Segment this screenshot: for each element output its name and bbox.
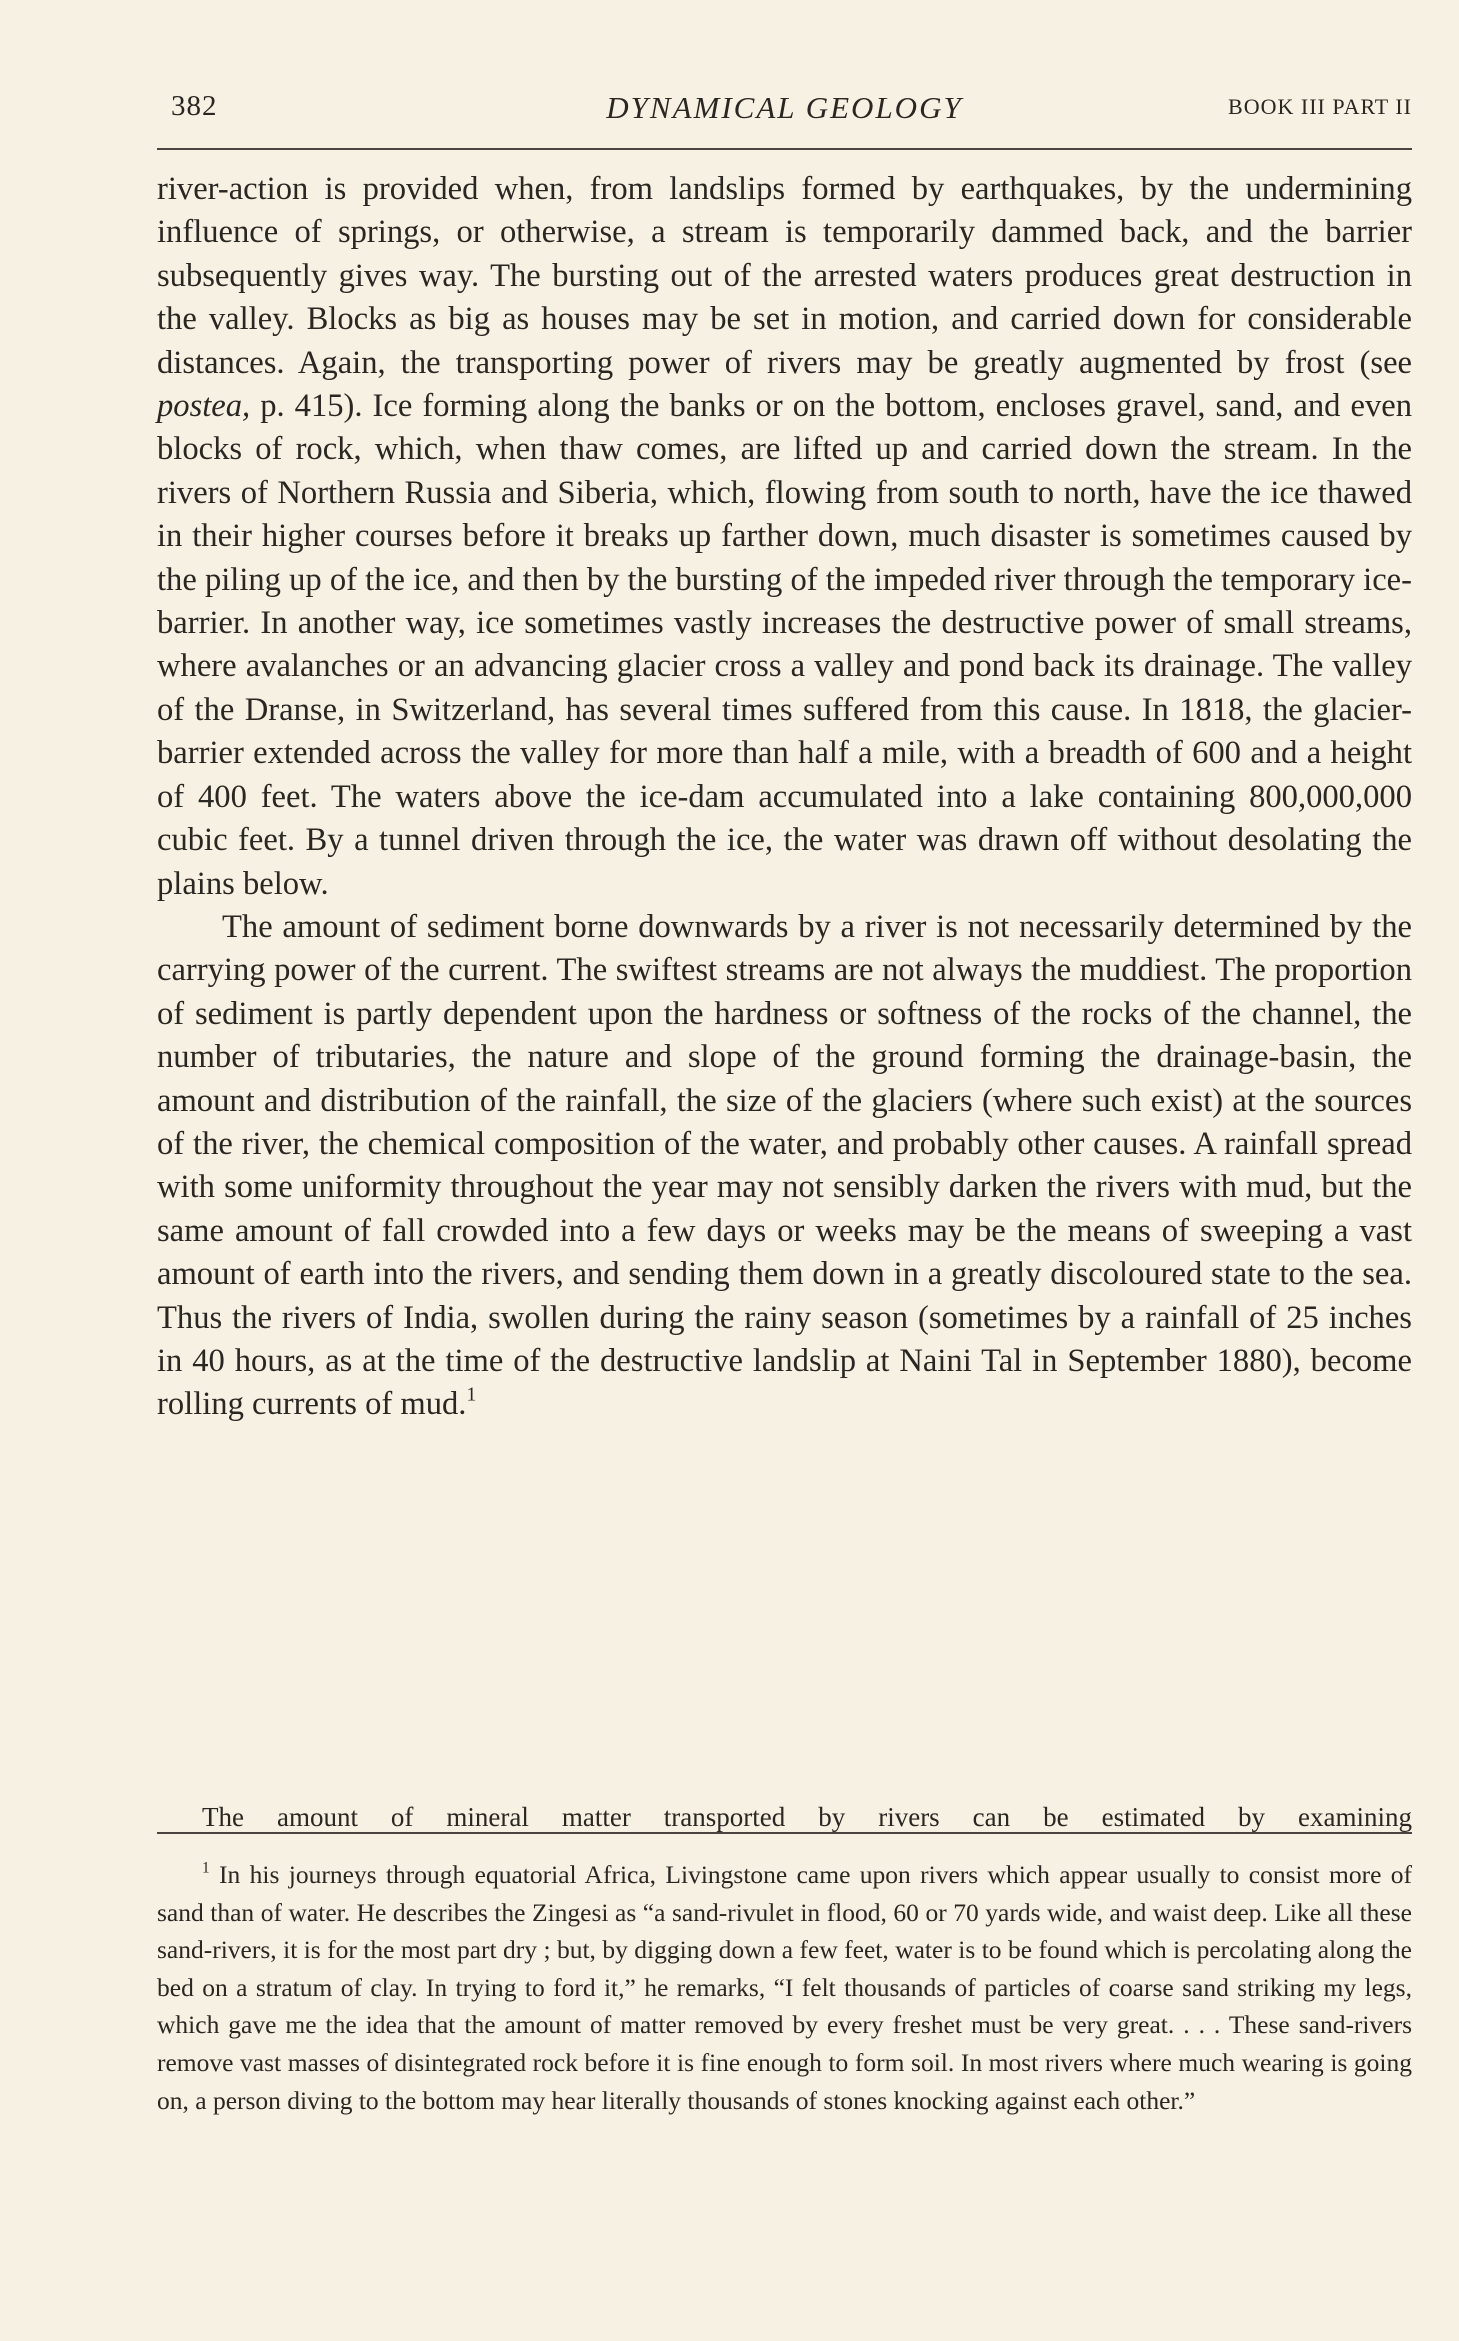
main-text (157, 168, 1412, 1427)
running-title: DYNAMICAL GEOLOGY (606, 90, 963, 125)
small-paragraph: The amount of mineral matter transported by rivers can be estimated by examining (202, 1802, 1412, 1832)
footnote-reference: 1 (466, 1384, 477, 1406)
page-number: 382 (171, 90, 218, 122)
paragraph-1-text-b: p. 415). Ice forming along the banks or on the bottom, encloses gravel, sand, and even blocks of rock, which, when thaw comes, are lifted up and carried down the stream. In the rivers of Northern Russia and Siberia, which, flowing from south to north, have the ice thawed in their higher courses before it breaks up farther down, much disaster is sometimes caused by the piling up of the ice, and then by the bursting of the impeded river through the temporary ice-barrier. In another way, ice sometimes vastly increases the destructive power of small streams, where avalanches or an advancing glacier cross a valley and pond back its drainage. The valley of the Dranse, in Switzerland, has several times suffered from this cause. In 1818, the glacier-barrier extended across the valley for more than half a mile, with a breadth of 600 and a height of 400 feet. The waters above the ice-dam accumulated into a lake containing 800,000,000 cubic feet. By a tunnel driven through the ice, the water was drawn off without desolating the plains below. (157, 388, 1412, 902)
running-header (157, 90, 1412, 132)
footnote (157, 1856, 1412, 2119)
paragraph-1 (157, 168, 1412, 906)
paragraph-2-text: The amount of sediment borne downwards by a river is not necessarily determined by the carrying power of the current. The swiftest streams are not always the muddiest. The proportion of sediment is partly dependent upon the hardness or softness of the rocks of the channel, the number of tributaries, the nature and slope of the ground forming the drainage-basin, the amount and distribution of the rainfall, the size of the glaciers (where such exist) at the sources of the river, the chemical composition of the water, and probably other causes. A rainfall spread with some uniformity throughout the year may not sensibly darken the rivers with mud, but the same amount of fall crowded into a few days or weeks may be the means of sweeping a vast amount of earth into the rivers, and sending them down in a greatly discoloured state to the sea. Thus the rivers of India, swollen during the rainy season (sometimes by a rainfall of 25 inches in 40 hours, as at the time of the destructive landslip at Naini Tal in September 1880), become rolling currents of mud. (157, 908, 1412, 1423)
paragraph-1-italic: postea, (157, 388, 251, 425)
paragraph-2 (157, 906, 1412, 1427)
footnote-marker: 1 (202, 1859, 210, 1877)
paragraph-1-text-a: river-action is provided when, from landslips formed by earthquakes, by the undermining influence of springs, or otherwise, a stream is temporarily dammed back, and the barrier subsequently gives way. The bursting out of the arrested waters produces great destruction in the valley. Blocks as big as houses may be set in motion, and carried down for considerable distances. Again, the transporting power of rivers may be greatly augmented by frost (see (157, 171, 1412, 381)
book-part-label: BOOK III PART II (1228, 94, 1412, 119)
footnote-rule (157, 1832, 1412, 1834)
footnote-paragraph (157, 1856, 1412, 2119)
footnote-text: In his journeys through equatorial Africa, Livingstone came upon rivers which appear usually to consist more of sand than of water. He describes the Zingesi as “a sand-rivulet in flood, 60 or 70 yards wide, and waist deep. Like all these sand-rivers, it is for the most part dry ; but, by digging down a few feet, water is to be found which is percolating along the bed on a stratum of clay. In trying to ford it,” he remarks, “I felt thousands of particles of coarse sand striking my legs, which gave me the idea that the amount of matter removed by every freshet must be very great. . . . These sand-rivers remove vast masses of disintegrated rock before it is fine enough to form soil. In most rivers where much wearing is going on, a person diving to the bottom may hear literally thousands of stones knocking against each other.” (157, 1860, 1412, 2115)
header-rule (157, 148, 1412, 150)
